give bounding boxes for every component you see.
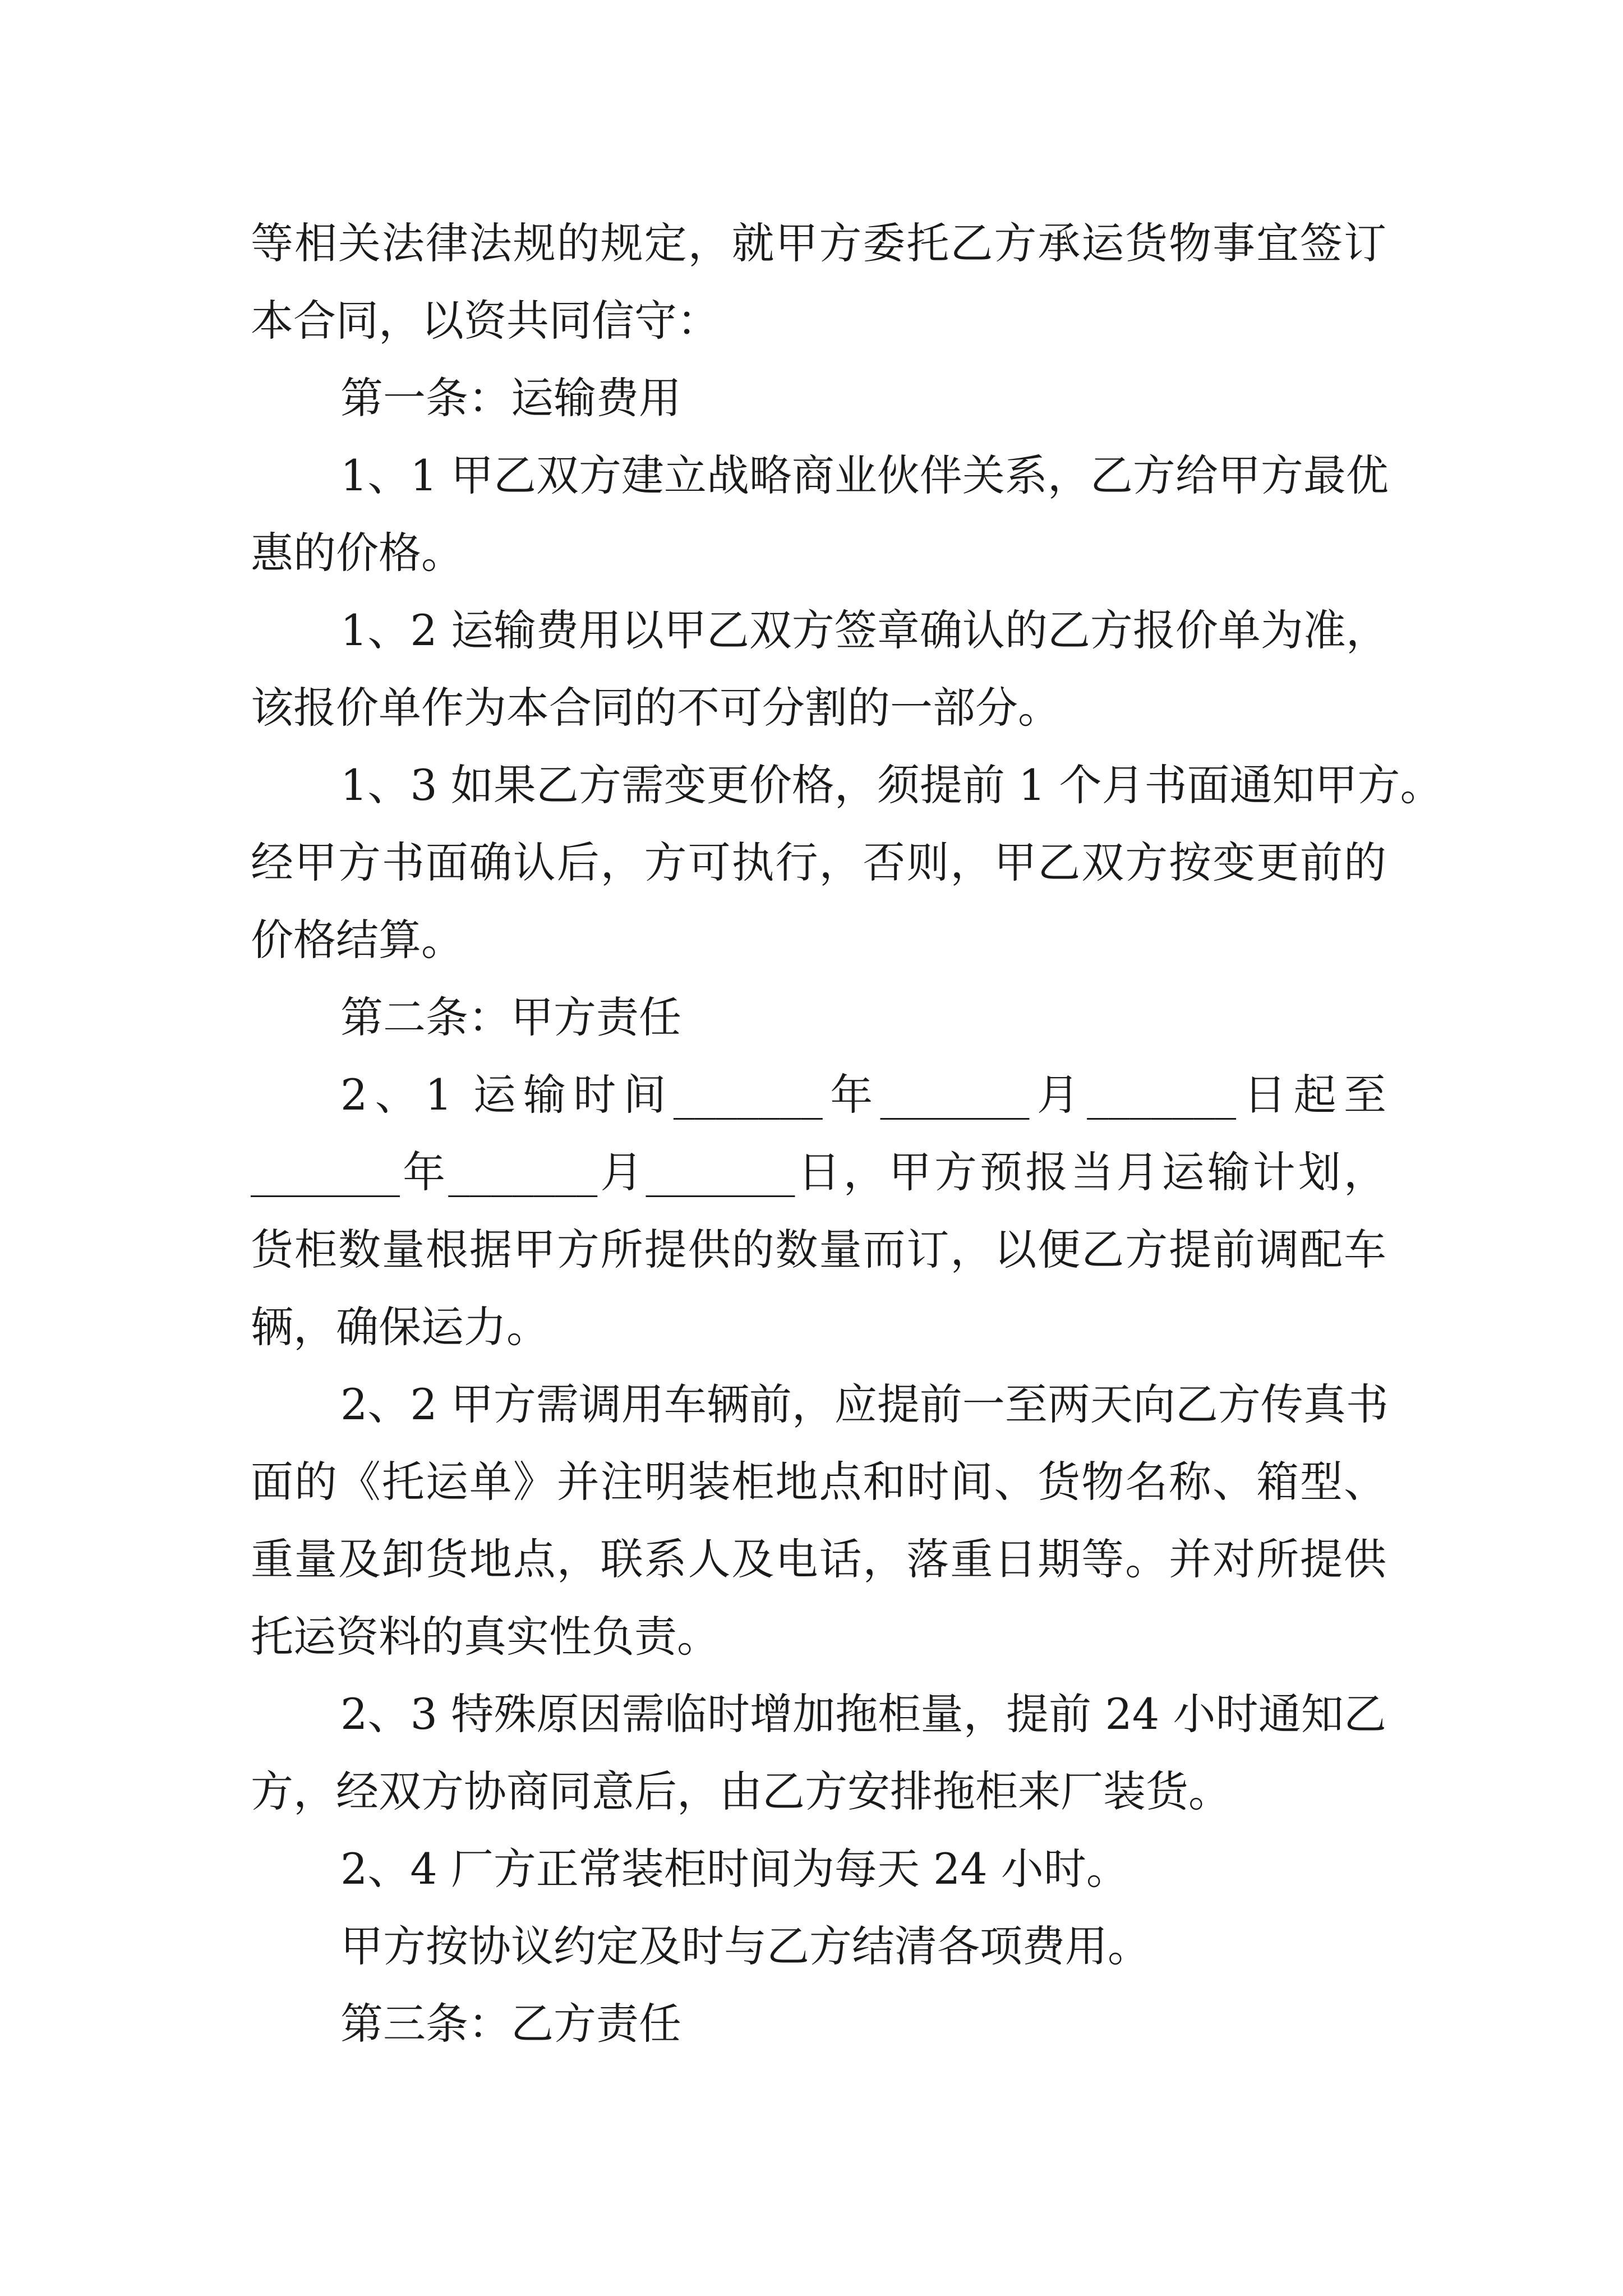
section-heading: 第二条：甲方责任 <box>340 992 681 1042</box>
text-line: _______年_______月_______日，甲方预报当月运输计划， <box>251 1147 1386 1197</box>
article-1-heading <box>251 360 1386 437</box>
text-line: 本合同，以资共同信守： <box>251 296 720 346</box>
text-line: 经甲方书面确认后，方可执行，否则，甲乙双方按变更前的 <box>251 838 1386 887</box>
clause-1-2 <box>251 592 1389 747</box>
text-line: 甲方按协议约定及时与乙方结清各项费用。 <box>340 1921 1150 1971</box>
article-2-heading <box>251 979 1386 1056</box>
text-line: 2、3 特殊原因需临时增加拖柜量，提前 24 小时通知乙 <box>340 1689 1386 1739</box>
text-line: 托运资料的真实性负责。 <box>251 1612 720 1662</box>
continuation-paragraph <box>251 205 1386 360</box>
text-line: 1、2 运输费用以甲乙双方签章确认的乙方报价单为准， <box>340 605 1389 655</box>
text-line: 1、1 甲乙双方建立战略商业伙伴关系，乙方给甲方最优 <box>340 450 1389 500</box>
article-3-heading <box>251 1985 1386 2063</box>
section-heading: 第一条：运输费用 <box>340 373 681 423</box>
text-line: 辆，确保运力。 <box>251 1302 549 1352</box>
contract-body <box>251 205 1443 2063</box>
clause-1-3 <box>251 747 1443 979</box>
clause-payment <box>251 1908 1386 1985</box>
text-line: 等相关法律法规的规定，就甲方委托乙方承运货物事宜签订 <box>251 218 1386 268</box>
text-line: 惠的价格。 <box>251 528 464 578</box>
clause-1-1 <box>251 437 1389 592</box>
text-line: 重量及卸货地点，联系人及电话，落重日期等。并对所提供 <box>251 1534 1386 1584</box>
text-line: 1、3 如果乙方需变更价格，须提前 1 个月书面通知甲方。 <box>340 760 1443 810</box>
text-line: 货柜数量根据甲方所提供的数量而订，以便乙方提前调配车 <box>251 1225 1386 1274</box>
text-line: 2、1 运输时间_______年_______月_______日起至 <box>340 1070 1386 1120</box>
clause-2-2 <box>251 1366 1389 1676</box>
text-line: 方，经双方协商同意后，由乙方安排拖柜来厂装货。 <box>251 1766 1231 1816</box>
text-line: 价格结算。 <box>251 915 464 965</box>
text-line: 2、4 厂方正常装柜时间为每天 24 小时。 <box>340 1844 1129 1894</box>
text-line: 面的《托运单》并注明装柜地点和时间、货物名称、箱型、 <box>251 1457 1386 1507</box>
clause-2-4 <box>251 1830 1386 1908</box>
section-heading: 第三条：乙方责任 <box>340 1999 681 2049</box>
text-line: 该报价单作为本合同的不可分割的一部分。 <box>251 683 1061 733</box>
clause-2-3 <box>251 1676 1386 1830</box>
clause-2-1 <box>251 1056 1386 1366</box>
text-line: 2、2 甲方需调用车辆前，应提前一至两天向乙方传真书 <box>340 1379 1389 1429</box>
